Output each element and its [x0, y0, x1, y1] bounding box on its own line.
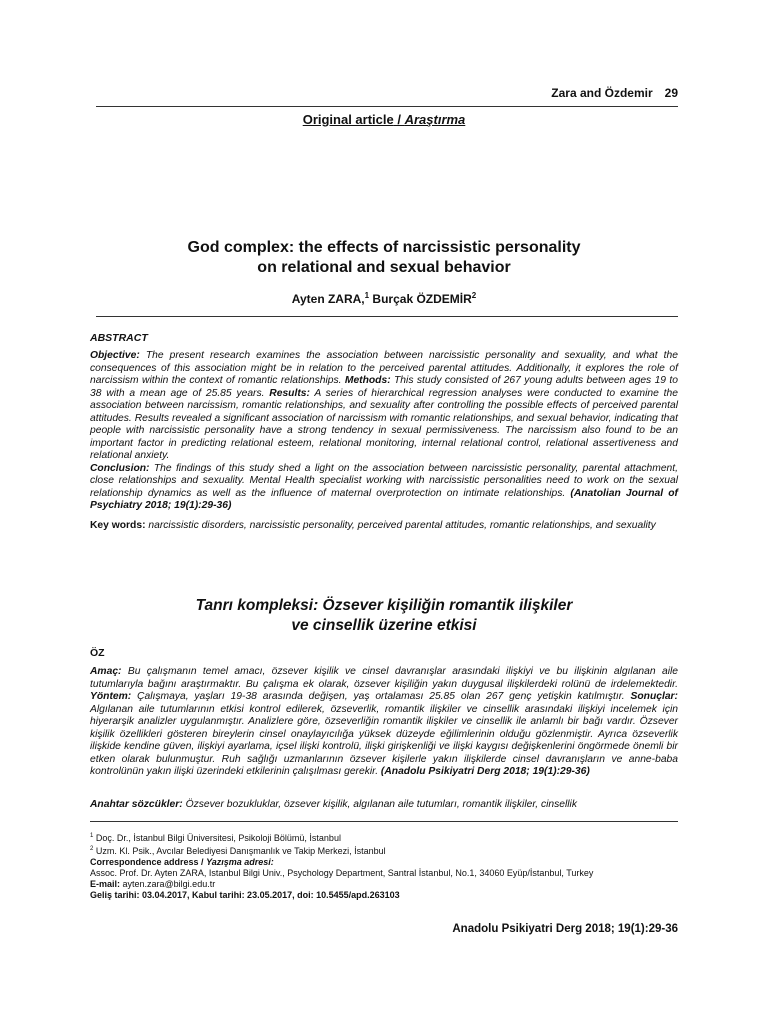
- yontem-label: Yöntem:: [90, 691, 132, 702]
- sonuclar-text: Algılanan aile tutumlarının etkisi kontrol edilerek, özseverlik, romantik ilişkiler ve cinsellik arasındaki ilişkiyi incelemek için hiyerarşik analizler uygulanmıştır. Analizlere göre, özseverliğin romantik ilişkiler ve cinsellik ile anlamlı bir bağı vardır. Özsever kişilik özellikleri gösteren bireylerin cinsel onaylayıcılığa yüksek düzeyde eğilimlerinin olduğu gözlenmiştir. Ayrıca özseverlik ilişkide kendine güven, ilişkiyi ayarlama, içsel ilişki kontrolü, ilişki girişkenliği ve ilişki kaygısı değişkenlerini öngörmede önemli bir etken olarak bulunmuştur. Ruh sağlığı uzmanlarının özsever kişilerle yakın ilişkilerde cinsel davranışların ve anne-baba kontrolünün yakın ilişki üzerindeki etkilerinin çalışılması gerekir.: [90, 703, 678, 777]
- footnote-2: [90, 844, 678, 857]
- received-accepted-dates: Geliş tarihi: 03.04.2017, Kabul tarihi: 23.05.2017, doi: 10.5455/apd.263103: [90, 890, 400, 900]
- author-2: Burçak ÖZDEMİR: [369, 292, 472, 306]
- yontem-text: Çalışmaya, yaşları 19-38 arasında değişen, yaş ortalaması 25.85 olan 267 genç yetişkin katılmıştır.: [131, 691, 631, 702]
- amac-label: Amaç:: [90, 666, 122, 677]
- footnote-1-mark: 1: [90, 833, 94, 839]
- correspondence-label: Correspondence address: [90, 857, 199, 867]
- correspondence-sep: /: [198, 857, 207, 867]
- title-line-2: on relational and sexual behavior: [257, 259, 511, 276]
- author-list: [90, 291, 678, 306]
- article-title: [90, 238, 678, 278]
- page-number: 29: [664, 86, 678, 100]
- turkish-title-line-1: Tanrı kompleksi: Özsever kişiliğin romantik ilişkiler: [195, 597, 573, 614]
- anahtar-text: Özsever bozukluklar, özsever kişilik, algılanan aile tutumları, romantik ilişkiler, cinsellik: [182, 799, 577, 810]
- turkish-title-line-2: ve cinsellik üzerine etkisi: [291, 617, 477, 634]
- methods-text: This study consisted of 267 young adults between ages 19 to 38 with a mean age of 25.85 years.: [90, 375, 678, 399]
- authors-rule: [96, 316, 678, 317]
- objective-text: The present research examines the association between narcissistic personality and sexuality, and what the consequences of this association might be in relation to the perceived parental attitudes. Additionally, it explores the role of narcissism within the context of romantic relationships.: [90, 350, 678, 386]
- anahtar-label: Anahtar sözcükler:: [90, 799, 183, 810]
- sonuclar-label: Sonuçlar:: [630, 691, 678, 702]
- oz-heading: ÖZ: [90, 647, 105, 659]
- running-header-authors: Zara and Özdemir: [551, 86, 653, 100]
- oz-citation: (Anadolu Psikiyatri Derg 2018; 19(1):29-36): [380, 766, 590, 777]
- journal-footer: Anadolu Psikiyatri Derg 2018; 19(1):29-36: [452, 923, 678, 935]
- correspondence-label-tr: Yazışma adresi:: [206, 857, 274, 867]
- footnote-1-text: Doç. Dr., İstanbul Bilgi Üniversitesi, Psikoloji Bölümü, İstanbul: [93, 833, 341, 843]
- article-type-en: Original article: [302, 112, 394, 127]
- author-2-affil: 2: [471, 291, 477, 300]
- results-label: Results:: [269, 387, 310, 399]
- abstract-body: [90, 350, 678, 513]
- article-type-sep: /: [393, 112, 405, 127]
- email-line: [90, 879, 678, 890]
- footnote-2-mark: 2: [90, 846, 94, 852]
- results-text: A series of hierarchical regression analyses were conducted to examine the association between narcissism, romantic relationships, and sexuality after controlling the possible effects of perceived parental attitudes. Results revealed a significant association of narcissism with romantic relationships, and sexual behavior, indicating that people with narcissistic personality have a strong tendency in sexual permissiveness. The narcissism also found to be an important factor in predicting relational esteem, relational monitoring, internal relational control, relational assertiveness and relational anxiety.: [90, 387, 678, 461]
- title-line-1: God complex: the effects of narcissistic personality: [187, 239, 581, 256]
- footnotes: [90, 831, 678, 901]
- article-page: [90, 0, 678, 1024]
- article-type: [90, 112, 678, 127]
- amac-text: Bu çalışmanın temel amacı, özsever kişilik ve cinsel davranışlar arasındaki ilişkiyi ve bu ilişkinin algılanan aile tutumlarıyla bağını araştırmaktır. Bu çalışma ek olarak, özsever kişiliğin yakın duygusal ilişkilerdeki rolünü de irdelemektedir.: [90, 666, 678, 690]
- email-label: E-mail:: [90, 879, 121, 889]
- author-1-affil: 1: [364, 291, 370, 300]
- correspondence-heading: [90, 857, 678, 868]
- footnote-1: [90, 831, 678, 844]
- anahtar-sozcukler: [90, 799, 678, 812]
- turkish-title: [90, 596, 678, 636]
- footnote-2-text: Uzm. Kl. Psik., Avcılar Belediyesi Danışmanlık ve Takip Merkezi, İstanbul: [93, 846, 386, 856]
- keywords-label: Key words:: [90, 520, 146, 531]
- correspondence-address: Assoc. Prof. Dr. Ayten ZARA, Istanbul Bilgi Univ., Psychology Department, Santral İstanbul, No.1, 34060 Eyüp/İstanbul, Turkey: [90, 868, 594, 878]
- author-1: Ayten ZARA,: [291, 292, 365, 306]
- keywords-text: narcissistic disorders, narcissistic personality, perceived parental attitudes, romantic relationships, and sexuality: [145, 520, 656, 531]
- running-header: [551, 86, 678, 100]
- header-rule: [96, 106, 678, 107]
- methods-label: Methods:: [344, 375, 391, 386]
- email-link[interactable]: ayten.zara@bilgi.edu.tr: [120, 879, 216, 889]
- abstract-citation: (Anatolian Journal of Psychiatry 2018; 19(1):29-36): [90, 487, 678, 511]
- abstract-heading: ABSTRACT: [90, 332, 148, 344]
- article-type-tr: Araştırma: [404, 112, 466, 127]
- conclusion-label: Conclusion:: [90, 462, 150, 474]
- oz-body: [90, 666, 678, 779]
- conclusion-text: The findings of this study shed a light on the association between narcissistic personality, parental attachment, close relationships and sexuality. Mental Health specialist working with narcissistic personalities need to work on the sexual relationship dynamics as well as the influence of maternal overprotection on intimate relationships.: [90, 462, 678, 499]
- objective-label: Objective:: [90, 350, 140, 361]
- keywords: [90, 520, 678, 533]
- footnote-rule: [90, 821, 678, 822]
